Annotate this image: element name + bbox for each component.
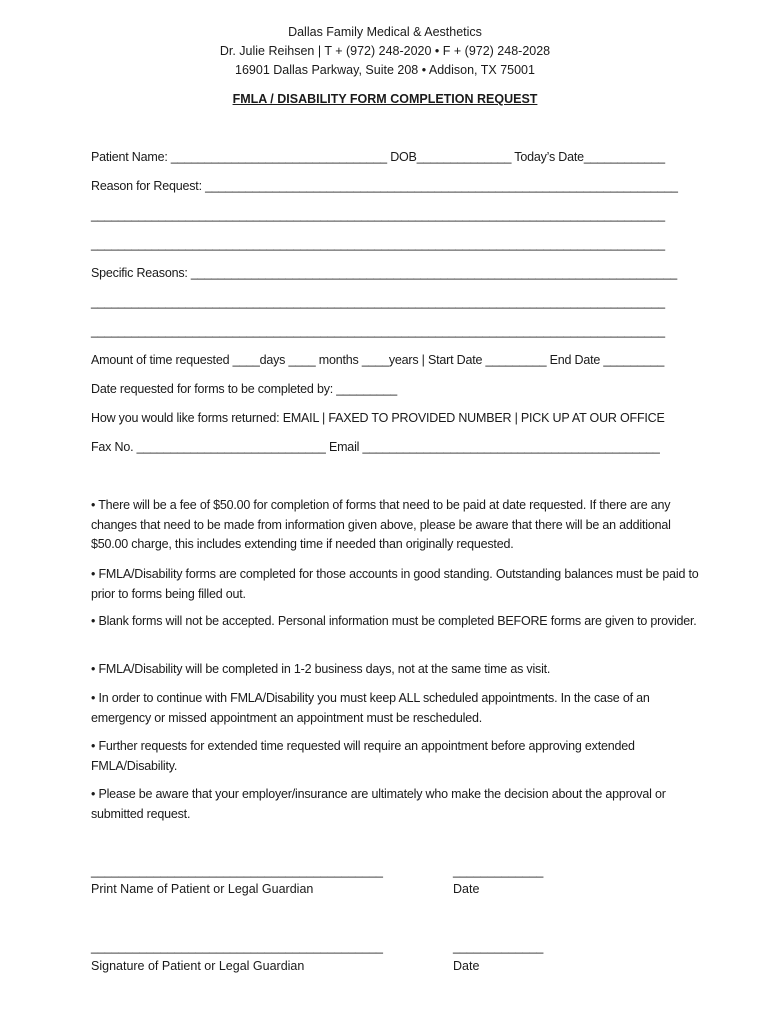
policy-good-standing: • FMLA/Disability forms are completed for those accounts in good standing. Outstanding balances must be paid to prior to forms being filled out. — [91, 567, 699, 601]
print-name-underline: __________________________________________ — [91, 864, 383, 878]
date-label-1: Date — [453, 882, 480, 896]
patient-info-line: Patient Name: ________________________________ DOB______________ Today’s Date____________ — [91, 150, 665, 164]
policy-appointments: • In order to continue with FMLA/Disability you must keep ALL scheduled appointments. In the case of an emergency or missed appointment an appointment must be rescheduled. — [91, 691, 650, 725]
policy-extended-time: • Further requests for extended time requested will require an appointment before approving extended FMLA/Disability. — [91, 739, 635, 773]
date-underline-1: _____________ — [453, 864, 544, 878]
date-underline-2: _____________ — [453, 940, 544, 954]
specific-blank-line-1: _____________________________________________________________________________________ — [91, 295, 665, 309]
policy-employer-decision: • Please be aware that your employer/insurance are ultimately who make the decision about the approval or submitted request. — [91, 787, 666, 821]
date-label-2: Date — [453, 959, 480, 973]
reason-blank-line-1: _____________________________________________________________________________________ — [91, 208, 665, 222]
signature-underline: __________________________________________ — [91, 940, 383, 954]
specific-blank-line-2: _____________________________________________________________________________________ — [91, 324, 665, 338]
reason-line: Reason for Request: ______________________________________________________________________ — [91, 179, 678, 193]
signature-label: Signature of Patient or Legal Guardian — [91, 959, 305, 973]
policy-blank-forms: • Blank forms will not be accepted. Personal information must be completed BEFORE forms are given to provider. — [91, 614, 697, 628]
form-title: FMLA / DISABILITY FORM COMPLETION REQUEST — [232, 92, 538, 106]
policy-fee: • There will be a fee of $50.00 for completion of forms that need to be paid at date requested. If there are any changes that need to be made from information given above, please be aware that there will be an additional $50.00 charge, this includes extending time if needed than originally requested. — [91, 498, 671, 551]
fax-email-line: Fax No. ____________________________ Email ____________________________________________ — [91, 440, 660, 454]
amount-of-time-line: Amount of time requested ____days ____ months ____years | Start Date _________ End Date _________ — [91, 353, 665, 367]
date-requested-line: Date requested for forms to be completed by: _________ — [91, 382, 398, 396]
clinic-contact: Dr. Julie Reihsen | T + (972) 248-2020 • F + (972) 248-2028 — [219, 44, 551, 58]
return-method-line: How you would like forms returned: EMAIL | FAXED TO PROVIDED NUMBER | PICK UP AT OUR OFFICE — [91, 411, 665, 425]
specific-reasons-line: Specific Reasons: ________________________________________________________________________ — [91, 266, 678, 280]
print-name-label: Print Name of Patient or Legal Guardian — [91, 882, 314, 896]
clinic-name: Dallas Family Medical & Aesthetics — [288, 25, 482, 39]
clinic-address: 16901 Dallas Parkway, Suite 208 • Addison, TX 75001 — [235, 63, 535, 77]
reason-blank-line-2: _____________________________________________________________________________________ — [91, 237, 665, 251]
policy-completion-time: • FMLA/Disability will be completed in 1-2 business days, not at the same time as visit. — [91, 662, 551, 676]
